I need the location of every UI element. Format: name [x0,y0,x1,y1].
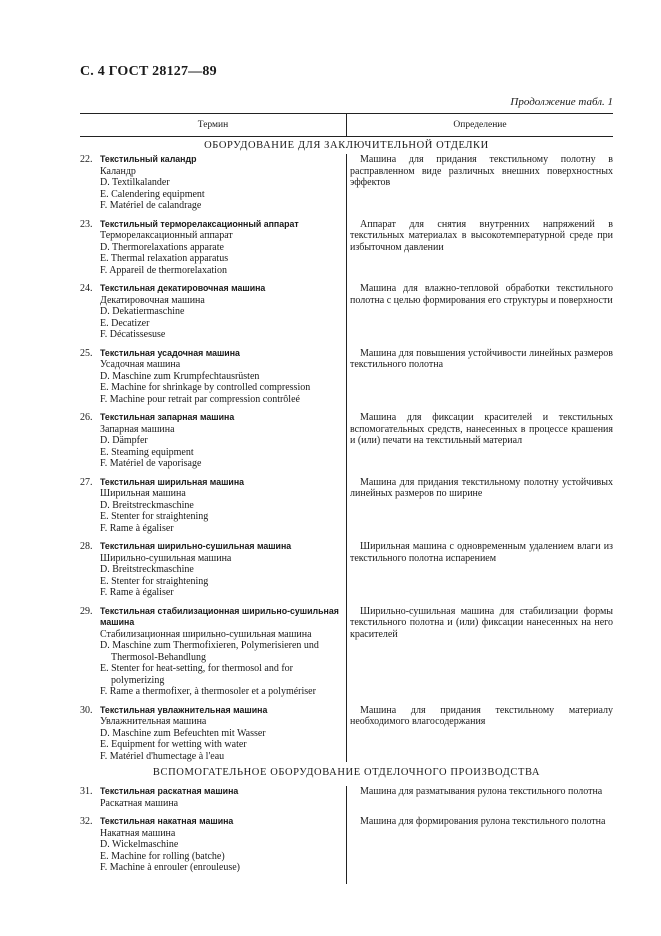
table-row [80,154,613,212]
term-english: E. Stenter for straightening [100,575,209,587]
term-french: F. Rame a thermofixer, à thermosoler et a polymériser [100,686,316,697]
term-title: Текстильная усадочная машина [100,347,240,358]
term-title: Текстильная запарная машина [100,412,235,422]
term-german: D. Maschine zum Krumpfechtausrüsten [100,370,260,382]
term-french: F. Décatissesuse [100,329,166,340]
term-title: Текстильная декатировочная машина [100,283,266,293]
term-french: F. Appareil de thermorelaxation [100,264,227,276]
term-cell [80,348,346,406]
term-synonym: Ширильная машина [100,488,186,499]
definition-cell [346,606,613,698]
terms-table [80,113,613,884]
term-synonym: Ширильно-сушильная машина [100,552,232,564]
definition-cell [346,786,613,809]
table-row [80,477,613,535]
term-english: E. Equipment for wetting with water [100,739,247,750]
column-header-term: Термин [80,114,347,136]
entry-number: 31. [80,786,93,797]
term-german: D. Dämpfer [100,435,148,446]
entry-number: 26. [80,412,93,423]
term-french: F. Matériel de calandrage [100,200,202,211]
definition-text: Машина для придания текстильному полотну устойчивых линейных размеров по ширине [350,476,613,499]
term-english: E. Machine for shrinkage by controlled compression [100,382,311,393]
term-english: E. Stenter for heat-setting, for thermosol and for [100,663,293,674]
definition-text: Машина для формирования рулона текстильного полотна [360,816,606,827]
definition-text: Машина для повышения устойчивости линейных размеров текстильного полотна [350,347,613,370]
term-german: D. Wickelmaschine [100,839,179,850]
section-title-finishing: ОБОРУДОВАНИЕ ДЛЯ ЗАКЛЮЧИТЕЛЬНОЙ ОТДЕЛКИ [204,140,489,151]
section-title-auxiliary: ВСПОМОГАТЕЛЬНОЕ ОБОРУДОВАНИЕ ОТДЕЛОЧНОГО ПРОИЗВОДСТВА [152,767,541,778]
term-french: F. Rame à égaliser [100,522,174,534]
term-cell [80,606,346,698]
term-french: F. Rame à égaliser [100,587,174,598]
table-row [80,219,613,277]
table-row [80,541,613,599]
term-german: D. Maschine zum Thermofixieren, Polymerisieren und [100,640,319,651]
term-german: D. Thermorelaxations apparate [100,241,224,253]
definition-text: Аппарат для снятия внутренних напряжений в текстильных материалах в высокотемпературной среде при избыточном давлении [350,218,613,253]
entry-number: 22. [80,154,93,165]
term-synonym: Декатировочная машина [100,294,205,306]
term-english: E. Calendering equipment [100,188,205,200]
term-title: Текстильный каландр [100,154,197,164]
term-cell [80,705,346,763]
term-english: E. Decatizer [100,317,150,329]
term-german: D. Breitstreckmaschine [100,499,194,511]
term-english: E. Machine for rolling (batche) [100,850,225,862]
definition-text: Ширильно-сушильная машина для стабилизации формы текстильного полотна и (или) фиксации нанесенных на него красителей [350,605,613,640]
definition-cell [346,705,613,763]
term-german: D. Maschine zum Befeuchten mit Wasser [100,727,266,739]
term-cell [80,154,346,212]
term-synonym: Стабилизационная ширильно-сушильная машина [100,628,312,640]
definition-cell [346,541,613,599]
table-header [80,113,613,137]
table-row [80,786,613,809]
term-synonym: Накатная машина [100,827,176,839]
table-row [80,606,613,698]
term-french: F. Machine à enrouler (enrouleuse) [100,862,240,873]
table-row [80,816,613,874]
definition-text: Машина для придания текстильному материалу необходимого влагосодержания [350,704,613,727]
entry-number: 24. [80,283,93,294]
section-rows-finishing [80,154,613,762]
definition-text: Машина для фиксации красителей и текстильных вспомогательных средств, нанесенных в процессе крашения и (или) печати на текстильный материал [350,412,613,446]
term-french: F. Matériel d'humectage à l'eau [100,750,225,762]
term-synonym: Усадочная машина [100,359,181,370]
definition-cell [346,816,613,874]
term-german-continued: Thermosol-Behandlung [111,651,206,663]
entry-number: 28. [80,541,93,552]
term-synonym: Увлажнительная машина [100,716,207,727]
term-english-continued: polymerizing [111,674,165,686]
term-title: Текстильный терморелаксационный аппарат [100,218,299,229]
term-french: F. Machine pour retrait par compression contrôleé [100,393,300,405]
term-title: Текстильная ширильно-сушильная машина [100,541,292,551]
term-cell [80,541,346,599]
term-synonym: Каландр [100,165,136,177]
definition-cell [346,477,613,535]
term-title: Текстильная раскатная машина [100,786,239,796]
definition-cell [346,412,613,470]
entry-number: 27. [80,476,93,488]
table-row [80,283,613,341]
term-synonym: Терморелаксационный аппарат [100,230,233,241]
entry-number: 30. [80,704,93,716]
term-cell [80,786,346,809]
term-cell [80,816,346,874]
term-synonym: Раскатная машина [100,797,179,809]
definition-cell [346,283,613,341]
table-continuation-note: Продолжение табл. 1 [510,96,613,108]
definition-text: Машина для придания текстильному полотну в расправленном виде различных внешних поверхностных эффектов [350,154,613,188]
definition-text: Ширильная машина с одновременным удалением влаги из текстильного полотна испарением [350,541,613,564]
definition-cell [346,348,613,406]
entry-number: 32. [80,816,93,827]
term-title: Текстильная увлажнительная машина [100,704,268,715]
entry-number: 25. [80,347,93,359]
entry-number: 23. [80,218,93,230]
definition-text: Машина для влажно-тепловой обработки текстильного полотна с целью формирования его структуры и поверхности [350,283,613,306]
term-cell [80,412,346,470]
term-german: D. Dekatiermaschine [100,306,185,317]
term-cell [80,283,346,341]
table-row [80,705,613,763]
term-title: Текстильная накатная машина [100,816,234,826]
term-cell [80,219,346,277]
term-title: Текстильная ширильная машина [100,476,245,487]
table-row [80,348,613,406]
table-row [80,412,613,470]
term-english: E. Thermal relaxation apparatus [100,253,229,264]
term-synonym: Запарная машина [100,423,175,435]
term-title: Текстильная стабилизационная ширильно-сушильная машина [100,605,339,627]
definition-cell [346,219,613,277]
definition-text: Машина для разматывания рулона текстильного полотна [360,786,603,797]
page-header: С. 4 ГОСТ 28127—89 [80,64,217,79]
term-english: E. Steaming equipment [100,446,194,458]
term-french: F. Matériel de vaporisage [100,458,202,469]
term-german: D. Breitstreckmaschine [100,564,194,575]
definition-cell [346,154,613,212]
term-german: D. Textilkalander [100,177,170,188]
term-english: E. Stenter for straightening [100,511,209,522]
entry-number: 29. [80,605,93,617]
term-cell [80,477,346,535]
section-rows-auxiliary [80,786,613,884]
column-header-definition: Определение [453,120,507,130]
